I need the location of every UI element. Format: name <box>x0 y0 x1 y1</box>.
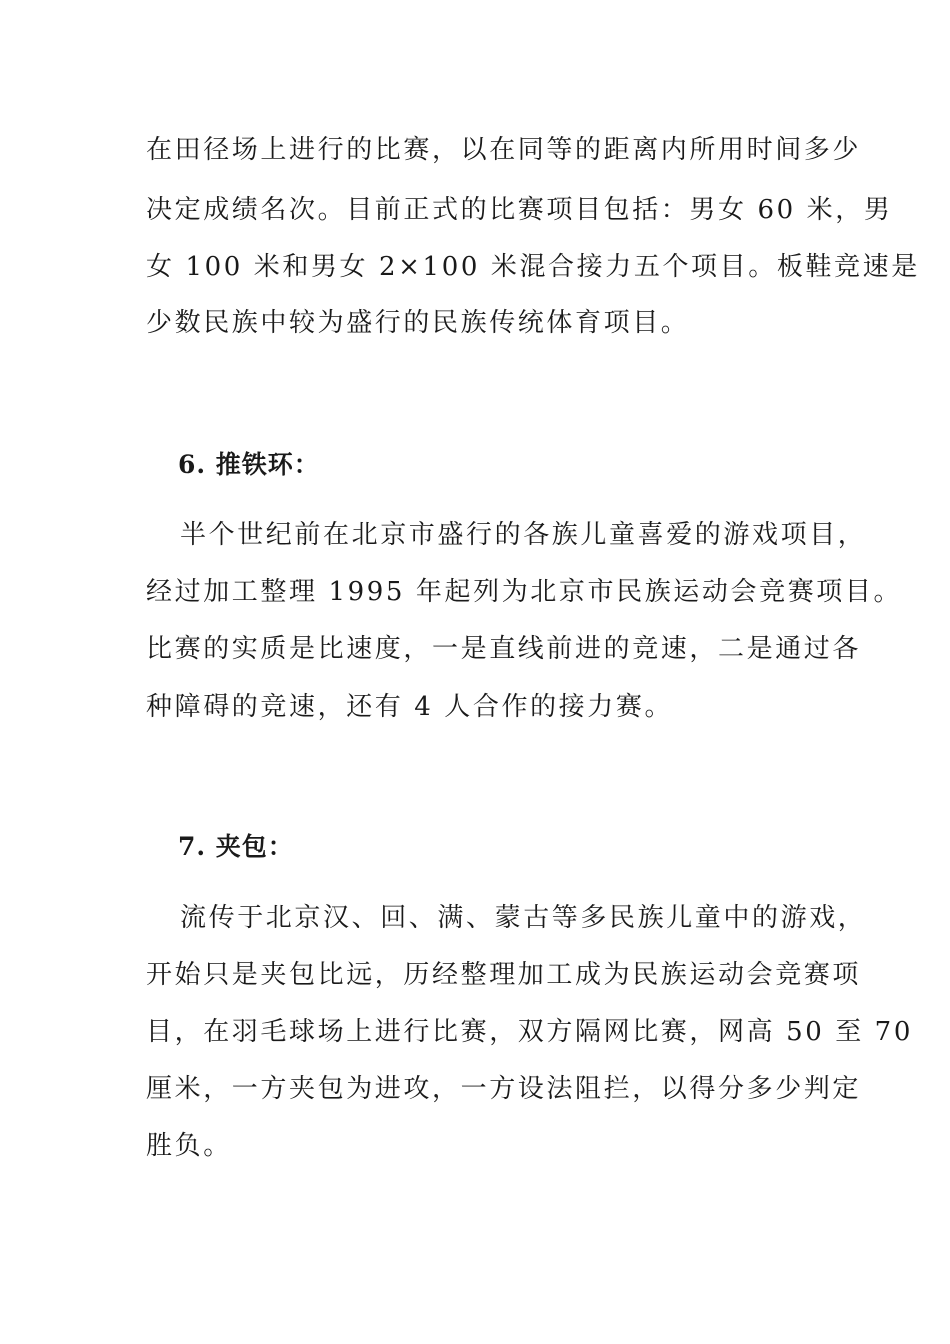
paragraph-line: 经过加工整理 1995 年起列为北京市民族运动会竞赛项目。 <box>146 577 903 607</box>
section-heading-6: 6. 推铁环： <box>178 450 320 479</box>
paragraph-line: 胜负。 <box>146 1131 232 1161</box>
paragraph-line: 女 100 米和男女 2×100 米混合接力五个项目。板鞋竞速是 <box>146 252 920 282</box>
paragraph-line: 比赛的实质是比速度，一是直线前进的竞速，二是通过各 <box>146 634 862 664</box>
paragraph-line: 半个世纪前在北京市盛行的各族儿童喜爱的游戏项目， <box>180 520 867 550</box>
paragraph-line: 目，在羽毛球场上进行比赛，双方隔网比赛，网高 50 至 70 <box>146 1017 913 1047</box>
section-heading-7: 7. 夹包： <box>178 832 294 861</box>
paragraph-line: 决定成绩名次。目前正式的比赛项目包括：男女 60 米，男 <box>146 195 893 225</box>
paragraph-line: 少数民族中较为盛行的民族传统体育项目。 <box>146 308 690 338</box>
paragraph-line: 种障碍的竞速，还有 4 人合作的接力赛。 <box>146 692 674 722</box>
paragraph-line: 开始只是夹包比远，历经整理加工成为民族运动会竞赛项 <box>146 960 862 990</box>
paragraph-line: 流传于北京汉、回、满、蒙古等多民族儿童中的游戏， <box>180 903 867 933</box>
paragraph-line: 在田径场上进行的比赛，以在同等的距离内所用时间多少 <box>146 135 862 165</box>
paragraph-line: 厘米，一方夹包为进攻，一方设法阻拦，以得分多少判定 <box>146 1074 862 1104</box>
